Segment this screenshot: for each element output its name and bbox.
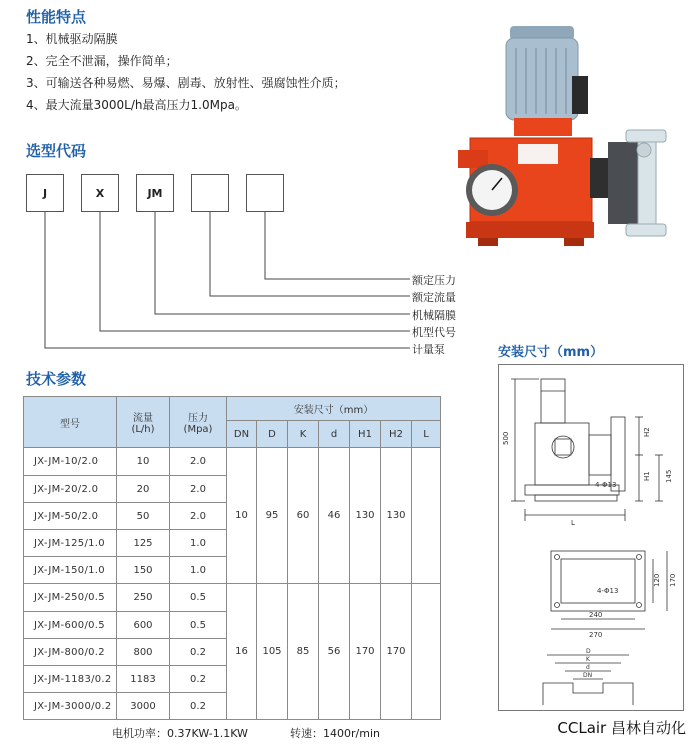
cell-model: JX-JM-800/0.2 — [24, 639, 117, 666]
dimension-drawing — [499, 365, 683, 710]
cell-dn: 10 — [227, 448, 257, 584]
header-d-outer: D — [257, 421, 288, 448]
label-length: L — [571, 519, 575, 527]
label-120: 120 — [653, 573, 661, 587]
brand-watermark: CCLair 昌林自动化 — [557, 719, 686, 737]
code-box-pump: J — [26, 174, 64, 212]
dimension-drawing-frame — [498, 364, 684, 711]
model-code-title: 选型代码 — [26, 142, 87, 160]
code-label-diaphragm: 机械隔膜 — [412, 309, 456, 322]
header-h1: H1 — [350, 421, 381, 448]
code-box-pressure — [246, 174, 284, 212]
cell-pressure: 2.0 — [170, 476, 227, 503]
cell-pressure: 2.0 — [170, 503, 227, 530]
cell-pressure: 1.0 — [170, 530, 227, 557]
cell-flow: 10 — [117, 448, 170, 476]
feature-item: 2、完全不泄漏，操作简单； — [26, 54, 178, 68]
header-d-inner: d — [319, 421, 350, 448]
code-label-pump: 计量泵 — [412, 343, 445, 356]
cell-model: JX-JM-600/0.5 — [24, 612, 117, 639]
cell-h2: 130 — [381, 448, 412, 584]
cell-h1: 170 — [350, 584, 381, 720]
label-flange-dn: DN — [583, 672, 593, 679]
cell-flow: 20 — [117, 476, 170, 503]
cell-model: JX-JM-150/1.0 — [24, 557, 117, 584]
header-flow: 流量 (L/h) — [117, 397, 170, 448]
cell-model: JX-JM-1183/0.2 — [24, 666, 117, 693]
code-label-flow: 额定流量 — [412, 291, 456, 304]
specs-table — [23, 396, 441, 720]
label-145: 145 — [665, 469, 673, 483]
cell-model: JX-JM-3000/0.2 — [24, 693, 117, 720]
cell-pressure: 0.2 — [170, 639, 227, 666]
cell-k: 85 — [288, 584, 319, 720]
table-row — [24, 448, 441, 476]
code-box-flow — [191, 174, 229, 212]
specs-title: 技术参数 — [26, 370, 87, 388]
header-dn: DN — [227, 421, 257, 448]
cell-flow: 3000 — [117, 693, 170, 720]
cell-d-inner: 56 — [319, 584, 350, 720]
label-240: 240 — [589, 611, 603, 619]
cell-model: JX-JM-10/2.0 — [24, 448, 117, 476]
feature-item: 4、最大流量3000L/h最高压力1.0Mpa。 — [26, 98, 247, 112]
cell-d-outer: 95 — [257, 448, 288, 584]
cell-pressure: 0.2 — [170, 693, 227, 720]
cell-pressure: 2.0 — [170, 448, 227, 476]
cell-model: JX-JM-20/2.0 — [24, 476, 117, 503]
code-box-diaphragm: JM — [136, 174, 174, 212]
label-height-500: 500 — [502, 431, 510, 445]
cell-flow: 600 — [117, 612, 170, 639]
cell-model: JX-JM-250/0.5 — [24, 584, 117, 612]
motor-power-note: 电机功率：0.37KW-1.1KW — [112, 727, 248, 740]
cell-dn: 16 — [227, 584, 257, 720]
cell-pressure: 0.2 — [170, 666, 227, 693]
header-install: 安装尺寸（mm） — [227, 397, 441, 421]
cell-h2: 170 — [381, 584, 412, 720]
cell-pressure: 1.0 — [170, 557, 227, 584]
code-box-model: X — [81, 174, 119, 212]
code-label-model: 机型代号 — [412, 326, 456, 339]
label-flange-k: K — [586, 656, 590, 663]
cell-pressure: 0.5 — [170, 612, 227, 639]
cell-d-inner: 46 — [319, 448, 350, 584]
header-l: L — [412, 421, 441, 448]
cell-l — [412, 584, 441, 720]
cell-flow: 150 — [117, 557, 170, 584]
cell-model: JX-JM-125/1.0 — [24, 530, 117, 557]
label-flange-d-inner: d — [586, 664, 590, 671]
label-holes-top: 4-Φ13 — [595, 481, 617, 489]
cell-flow: 1183 — [117, 666, 170, 693]
table-row — [24, 584, 441, 612]
features-title: 性能特点 — [26, 8, 87, 26]
cell-model: JX-JM-50/2.0 — [24, 503, 117, 530]
label-h1: H1 — [643, 471, 651, 481]
cell-h1: 130 — [350, 448, 381, 584]
cell-flow: 250 — [117, 584, 170, 612]
feature-item: 1、机械驱动隔膜 — [26, 32, 118, 46]
label-h2: H2 — [643, 427, 651, 437]
label-170: 170 — [669, 573, 677, 587]
speed-note: 转速：1400r/min — [290, 727, 380, 740]
cell-pressure: 0.5 — [170, 584, 227, 612]
header-h2: H2 — [381, 421, 412, 448]
cell-d-outer: 105 — [257, 584, 288, 720]
cell-flow: 800 — [117, 639, 170, 666]
cell-flow: 50 — [117, 503, 170, 530]
label-270: 270 — [589, 631, 603, 639]
code-label-pressure: 额定压力 — [412, 274, 456, 287]
cell-flow: 125 — [117, 530, 170, 557]
dimensions-title: 安装尺寸（mm） — [498, 345, 604, 360]
label-flange-d-outer: D — [586, 648, 591, 655]
cell-l — [412, 448, 441, 584]
feature-item: 3、可输送各种易燃、易爆、剧毒、放射性、强腐蚀性介质； — [26, 76, 346, 90]
label-holes-base: 4-Φ13 — [597, 587, 619, 595]
header-model: 型号 — [24, 397, 117, 448]
cell-k: 60 — [288, 448, 319, 584]
header-pressure: 压力 (Mpa) — [170, 397, 227, 448]
header-k: K — [288, 421, 319, 448]
